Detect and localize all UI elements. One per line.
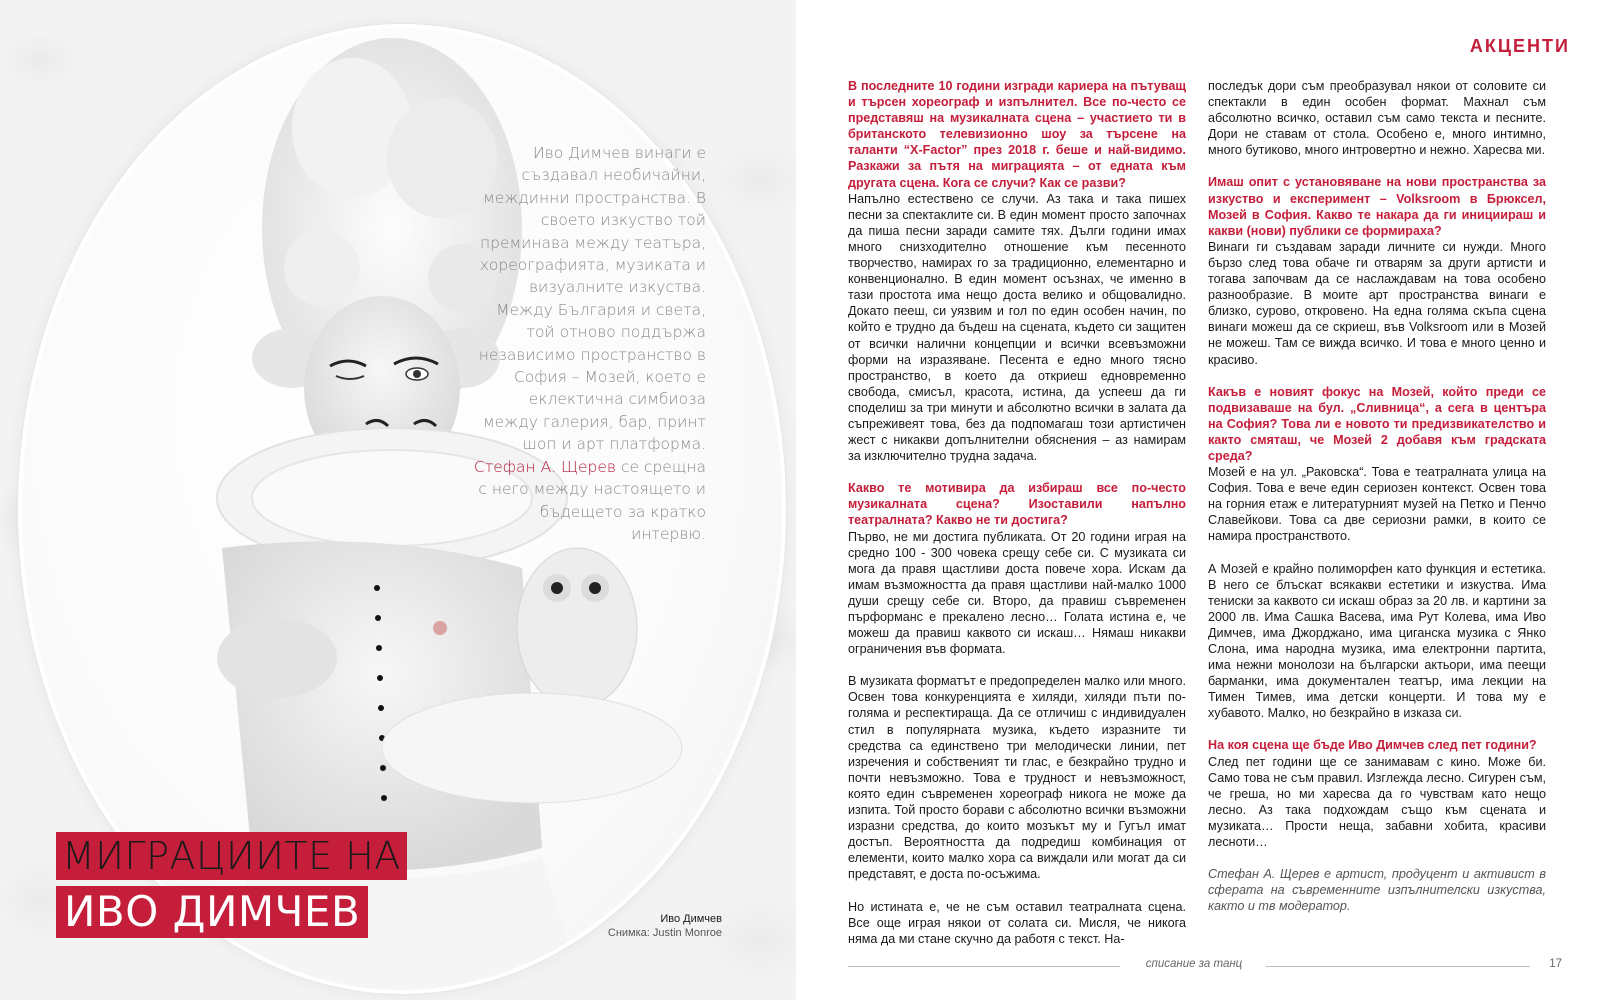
answer: Първо, не ми достига публиката. От 20 години играя на средно 100 - 300 човека срещу себе си. С музиката си мога да правя щастливи доста повече хора. Искам да имам възможността да правя щастливи най-малко 1000 души срещу себе си. Второ, да правиш съвременен пърформанс е прекалено лесно… Голата истина е, че можеш да правиш каквото си искаш… Нямаш никакви ограничения във формата.: [848, 529, 1186, 657]
intro-body: Иво Димчев винаги е създавал необичайни, междинни пространства. В своето изкуство той преминава между театъра, хореографията, музиката и визуалните изкуства. Между България и света, той отново поддържа независимо пространство в София – Мозей, което е еклектична симбиоза между галерия, бар, принт шоп и арт платформа.: [478, 144, 706, 454]
caption-name: Иво Димчев: [660, 913, 722, 925]
paragraph: [1208, 561, 1546, 722]
qa-block: [1208, 384, 1546, 545]
qa-block: [1208, 174, 1546, 367]
page-number: 17: [1549, 958, 1562, 970]
answer: А Мозей е крайно полиморфен като функция и естетика. В него се блъскат всякакви естетики и изкуства. Има тениски за каквото си искаш образ за 20 лв. и картини за 2000 лв. Има Сашка Васева, има Рут Колева, има Иво Димчев, има Джорджано, има циганска музика с Янко Слона, има народна музика, има електронни партита, има нежни монолози на български актьори, има пеещи барманки, има документален театър, има лекции на Тимен Тимев, има детски концерти. И това му е хубавото. Малко, но безкрайно в изказа си.: [1208, 561, 1546, 721]
article-column-2: [1208, 78, 1546, 930]
article-column-1: [848, 78, 1186, 947]
footer-rule-left: [848, 966, 1120, 967]
qa-block: [848, 78, 1186, 464]
answer: Но истината е, че не съм оставил театралната сцена. Все още играя някои от солата си. Мисля, че никога няма да ми стане скучно да работя с текст. На-: [848, 899, 1186, 946]
page-footer: [848, 958, 1562, 974]
answer: В музиката форматът е предопределен малко или много. Освен това конкуренцията е хиляди, хиляди пъти по-голяма и респектираща. Да се отличиш с индивидуален стил в популярната музика, където изразните ти средства са единствено три мелодически линии, пет изречения и собственият ти глас, е безкрайно трудно и почти невъзможно. Това е трудност и невъзможност, която един съвременен хореограф никога не може да изпита. Той просто борави с абсолютно всички възможни изразни средства, до които мозъкът му и Гугъл имат достъп. Вероятността да подредиш комбинация от елементи, които малко хора са виждали или могат да си представят, е доста по-осъжима.: [848, 674, 1186, 882]
author-signature: Стефан А. Щерев е артист, продуцент и активист в сферата на съвременните изпълнителски изкуства, както и тв модератор.: [1208, 867, 1546, 914]
question: На коя сцена ще бъде Иво Димчев след пет години?: [1208, 738, 1537, 753]
intro-text: [470, 142, 706, 545]
answer: След пет години ще се занимавам с кино. Може би. Само това не съм правил. Изглежда лесно. Сигурен съм, че греша, но ми харесва да го чувствам като нещо лесно. Аз така подхождам също към сцената и музиката… Прости неща, забавни хобита, красиви лесноти…: [1208, 754, 1546, 850]
qa-block: [848, 480, 1186, 657]
intro-body-end: се срещна с него между настоящето и бъдещето за кратко интервю.: [478, 457, 706, 543]
question: Имаш опит с установяване на нови пространства за изкуство и експеримент – Volksroom в Брюксел, Мозей в София. Какво те накара да ги инициираш и какви (нови) публики се формираха?: [1208, 175, 1546, 238]
footer-rule-right: [1266, 966, 1530, 967]
section-label: АКЦЕНТИ: [1469, 36, 1570, 56]
title-line-2: ИВО ДИМЧЕВ: [56, 886, 368, 938]
intro-author: Стефан А. Щерев: [473, 457, 616, 476]
question: В последните 10 години изгради кариера на пътуващ и търсен хореограф и изпълнител. Все по-често се представяш на музикалната сцена – участието ти в британското телевизионно шоу за търсене на таланти “X-Factor” през 2018 г. беше и най-видимо. Разкажи за пътя на миграцията – от едната към другата сцена. Кога се случи? Как се разви?: [848, 79, 1186, 190]
question: Какъв е новият фокус на Мозей, който преди се подвизаваше на бул. „Сливница“, а сега в центъра на София? Това ли е новото ти предизвикателство и както смяташ, че Мозей 2 добавя към градската среда?: [1208, 384, 1546, 463]
answer: Напълно естествено се случи. Аз така и така пишех песни за спектаклите си. В един момент просто започнах да пиша песни заради самите тях. Дълги години имах много снизходително отношение към песенното творчество, намирах го за традиционно, елементарно и конвенционално. В един момент осъзнах, че именно в тази простота има нещо доста велико и общовалидно. Докато пееш, си уязвим и гол по един особен начин, по който е трудно да бъдеш на сцената, където си защитен от всички налични концепции и всички всевъзможни форми на изразяване. Песента е едно много тясно пространство, в което да откриеш едновременно свобода, смисъл, красота, истина, да успееш да ги споделиш за три минути и абсолютно всички в залата да съпреживеят това, без да подпомагаш този артистичен жест с никакви допълнителни обяснения – аз намирам за изключително трудна задача.: [848, 191, 1186, 464]
left-page: [0, 0, 796, 1000]
article-title: [56, 832, 407, 938]
answer: последък дори съм преобразувал някои от соловите си спектакли в един особен формат. Махнал съм абсолютно всичко, оставил съм само текста и песните. Дори не ставам от стола. Особено е, много интимно, много бутиково, много интровертно и нежно. Харесва ми.: [1208, 79, 1546, 158]
paragraph: [848, 899, 1186, 947]
paragraph: [848, 673, 1186, 882]
magazine-name: списание за танц: [1145, 958, 1243, 970]
qa-block: [1208, 737, 1546, 850]
paragraph: [1208, 78, 1546, 158]
photo-caption: [560, 912, 722, 940]
caption-credit: Снимка: Justin Monroe: [607, 927, 722, 939]
question: Какво те мотивира да избираш все по-често музикалната сцена? Изоставили напълно театралната? Какво не ти достига?: [848, 481, 1186, 528]
answer: Винаги ги създавам заради личните си нужди. Много бързо след това обаче ги отварям за други артисти и тогава започвам да се наслаждавам на това особено разнообразие. В моите арт пространства винаги е близко, сурово, откровено. На една голяма скъпа сцена винаги можеш да се скриеш, във Volksroom или в Мозей не можеш. Там се вижда всичко. И това е много ценно и красиво.: [1208, 239, 1546, 367]
right-page: [796, 0, 1600, 1000]
title-line-1: МИГРАЦИИТЕ НА: [56, 832, 407, 880]
answer: Мозей е на ул. „Раковска“. Това е театралната улица на София. Това е вече един сериозен контекст. Освен това на горния етаж е литературният музей на Петко и Пенчо Славейкови. Това са две сериозни рамки, в които се намира пространството.: [1208, 465, 1546, 544]
